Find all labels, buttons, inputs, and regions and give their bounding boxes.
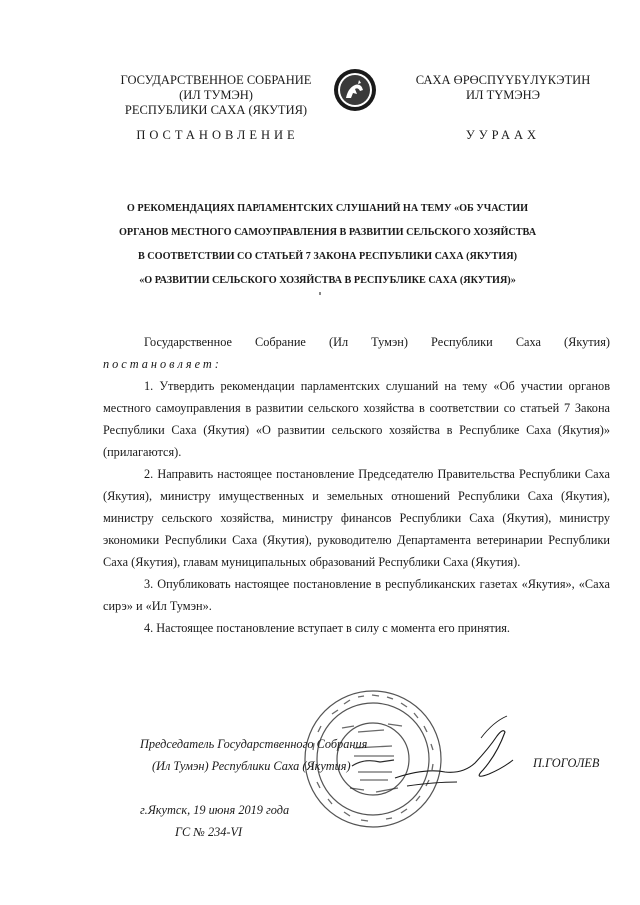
signatory-name: П.ГОГОЛЕВ	[533, 756, 600, 770]
issuer-line: (ИЛ ТУМЭН)	[179, 88, 253, 102]
issuer-line: РЕСПУБЛИКИ САХА (ЯКУТИЯ)	[124, 103, 308, 117]
title-line: О РЕКОМЕНДАЦИЯХ ПАРЛАМЕНТСКИХ СЛУШАНИЙ НА ТЕМУ «ОБ УЧАСТИИ	[126, 203, 529, 214]
issuer-line: САХА ӨРӨСПҮҮБҮЛҮКЭТИН	[415, 73, 591, 87]
signatory-title-line: Председатель Государственного Собрания	[140, 737, 368, 751]
intro-line: Государственное Собрание (Ил Тумэн) Республики Саха (Якутия)	[144, 335, 610, 349]
handwritten-signature-icon	[385, 708, 525, 818]
resolution-item-3: 3. Опубликовать настоящее постановление в республиканских газетах «Якутия», «Саха сирэ» и «Ил Тумэн».	[103, 577, 610, 613]
issuer-line: ИЛ ТҮМЭНЭ	[466, 88, 540, 102]
signatory-title	[140, 733, 367, 777]
document-title	[95, 197, 560, 293]
signatory-title-line: (Ил Тумэн) Республики Саха (Якутия)	[152, 759, 351, 773]
resolution-item-4: 4. Настоящее постановление вступает в силу с момента его принятия.	[144, 621, 511, 635]
document-type-russian: ПОСТАНОВЛЕНИЕ	[136, 128, 299, 142]
coat-of-arms-icon	[333, 68, 377, 112]
place-date: г.Якутск, 19 июня 2019 года	[140, 803, 290, 817]
title-line: ОРГАНОВ МЕСТНОГО САМОУПРАВЛЕНИЯ В РАЗВИТИИ СЕЛЬСКОГО ХОЗЯЙСТВА	[118, 227, 537, 238]
issuer-header-russian	[100, 73, 332, 118]
document-body	[103, 331, 610, 639]
issuer-line: ГОСУДАРСТВЕННОЕ СОБРАНИЕ	[120, 73, 312, 87]
document-meta	[140, 799, 289, 843]
resolution-item-2: 2. Направить настоящее постановление Председателю Правительства Республики Саха (Якутия), министру имущественных и земельных отношений Республики Саха (Якутия), министру сельского хозяйства, министру финансов Республики Саха (Якутия), министру экономики Республики Саха (Якутия), руководителю Департамента ветеринарии Республики Саха (Якутия), главам муниципальных образований Республики Саха (Якутия).	[103, 467, 610, 569]
title-line: В СООТВЕТСТВИИ СО СТАТЬЕЙ 7 ЗАКОНА РЕСПУБЛИКИ САХА (ЯКУТИЯ)	[137, 251, 518, 262]
issuer-header-yakut	[398, 73, 608, 103]
resolution-item-1: 1. Утвердить рекомендации парламентских слушаний на тему «Об участии органов местного самоуправления в развитии сельского хозяйства в соответствии со статьей 7 Закона Республики Саха (Якутия) «О развитии сельского хозяйства в Республике Саха (Якутия)» (прилагаются).	[103, 379, 610, 459]
document-number: ГС № 234-VI	[175, 825, 243, 839]
resolves-word: постановляет:	[103, 357, 222, 371]
document-type-yakut: УУРААХ	[465, 128, 541, 142]
title-line: «О РАЗВИТИИ СЕЛЬСКОГО ХОЗЯЙСТВА В РЕСПУБЛИКЕ САХА (ЯКУТИЯ)»	[139, 275, 516, 286]
scan-mark	[319, 292, 321, 295]
